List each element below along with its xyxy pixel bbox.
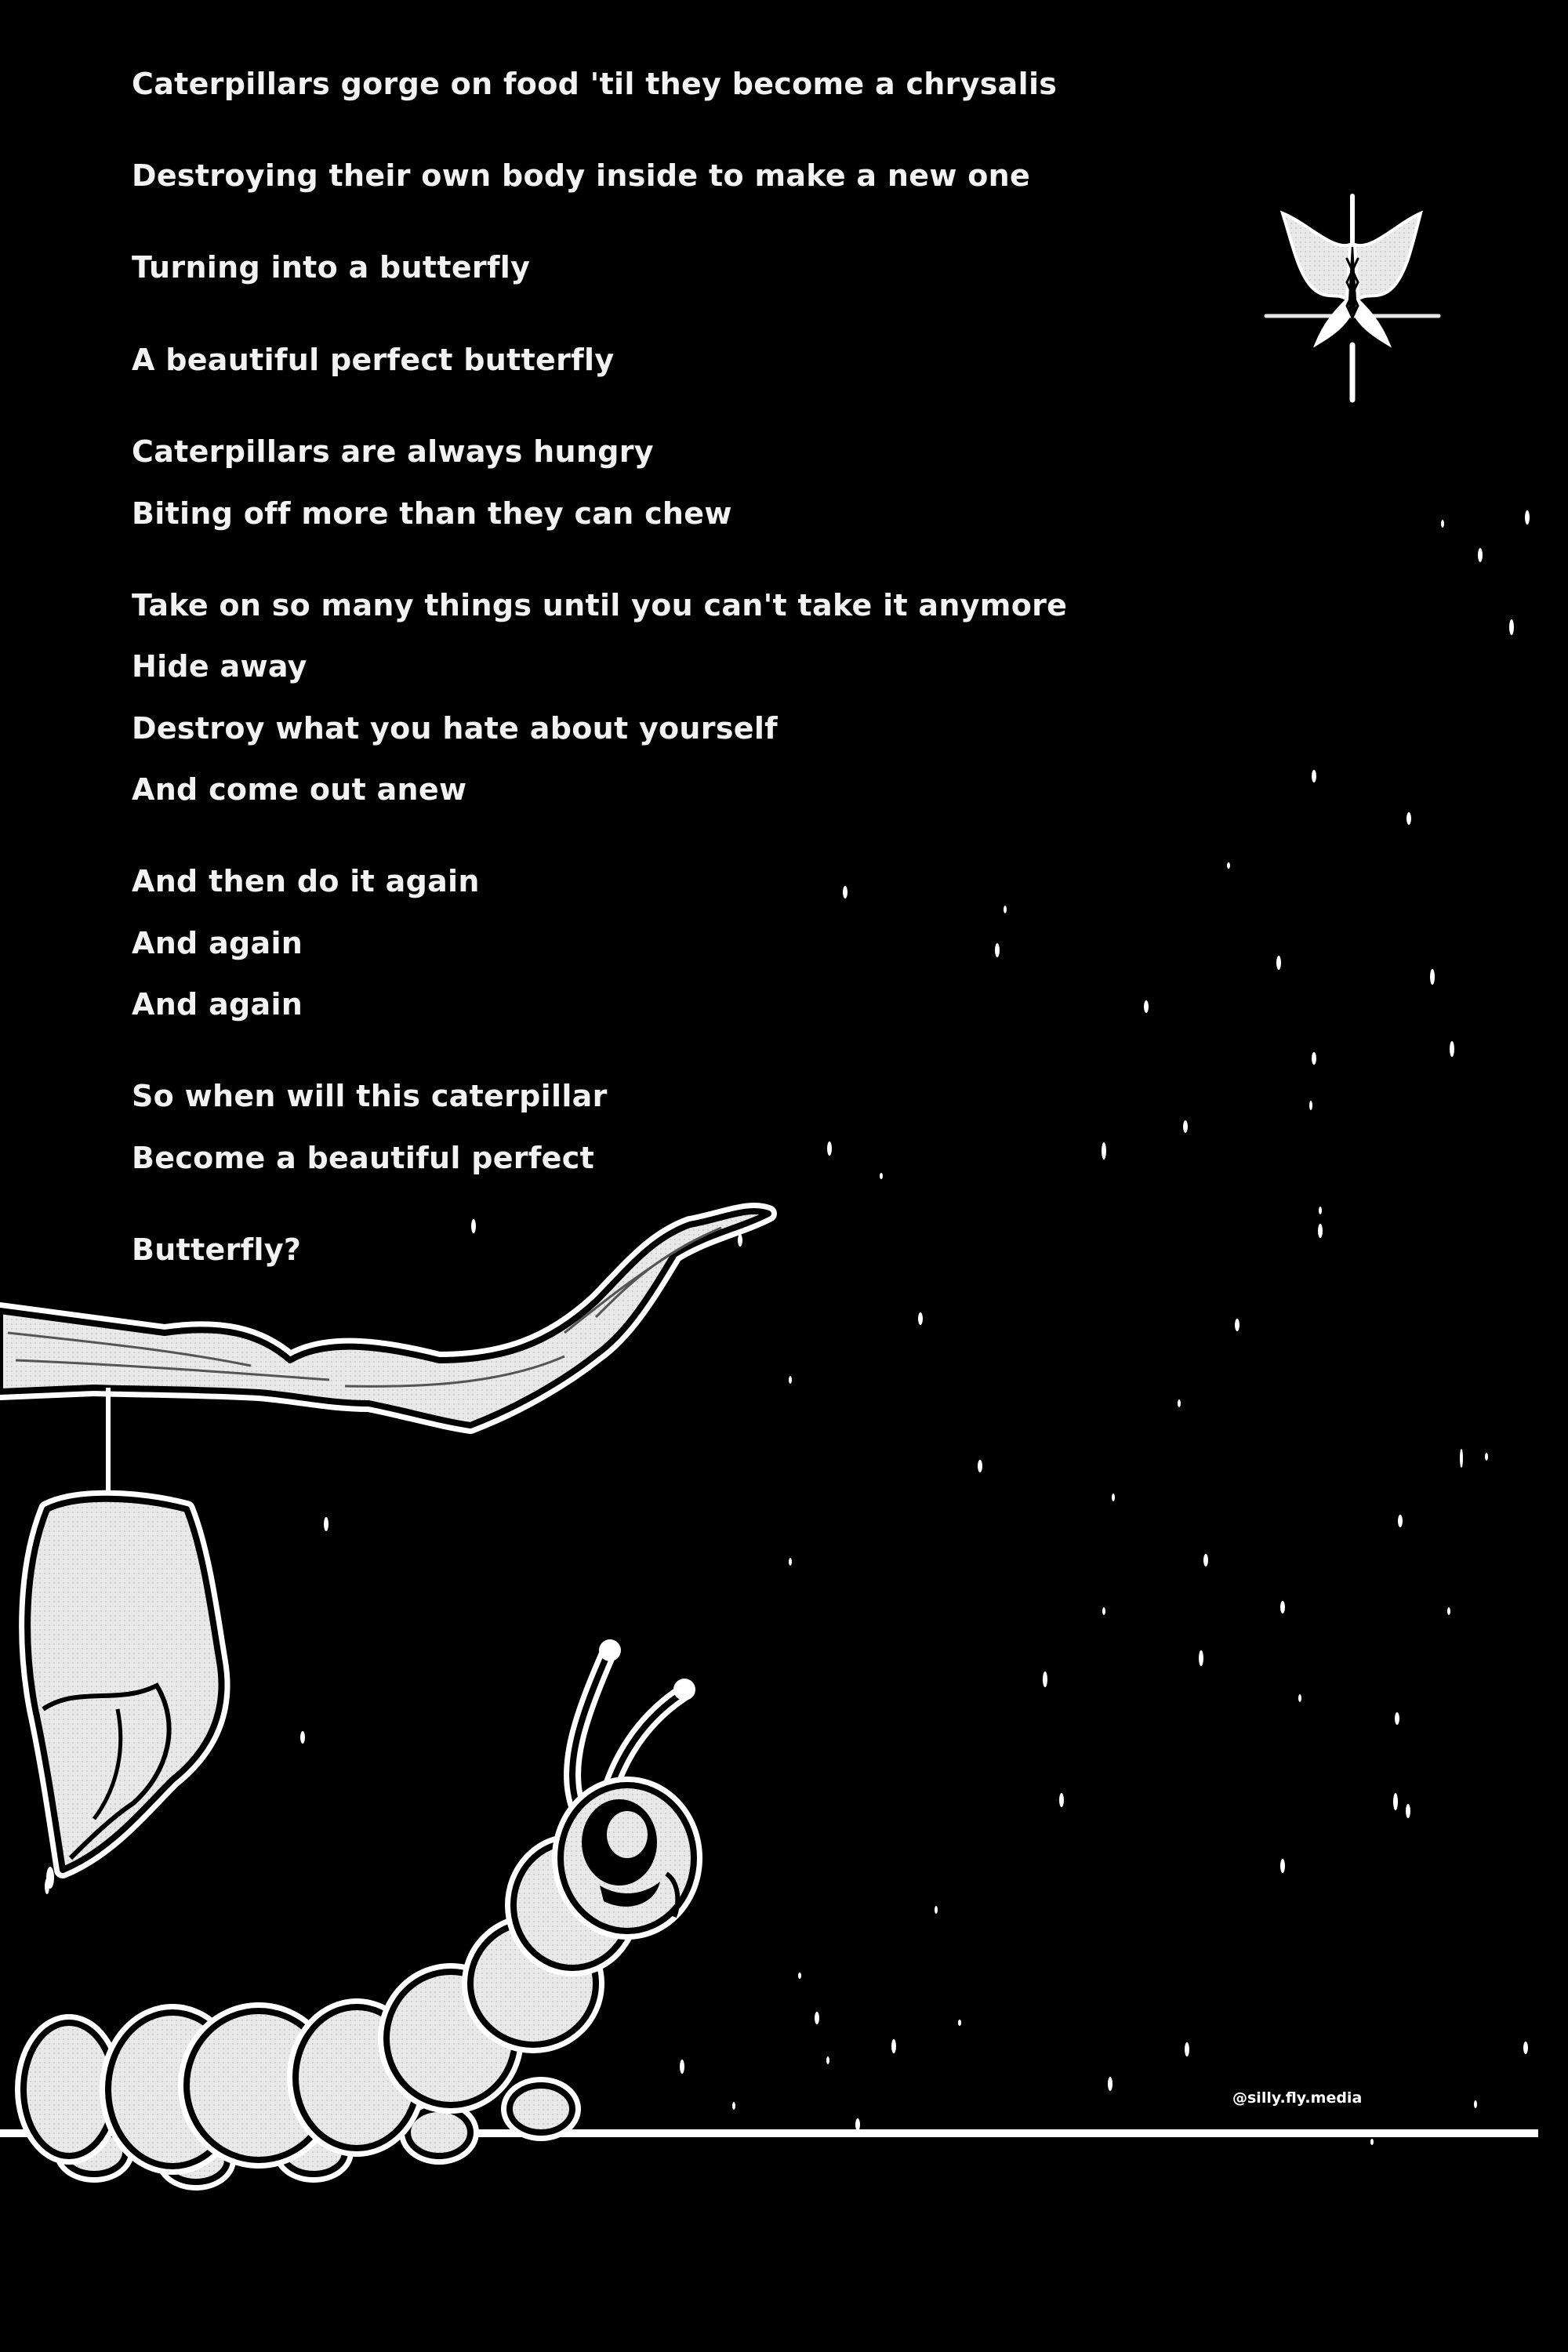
star — [1004, 906, 1007, 913]
star — [1523, 2042, 1528, 2054]
star — [855, 2118, 860, 2131]
star — [1112, 1494, 1115, 1501]
star — [827, 1142, 832, 1156]
poem-line: Take on so many things until you can't take it anymore — [132, 588, 1068, 622]
star — [995, 943, 1000, 957]
star — [1398, 1515, 1403, 1527]
poem-line: Destroy what you hate about yourself — [132, 711, 778, 746]
star — [1450, 1041, 1454, 1057]
star — [1309, 1101, 1312, 1110]
star — [1227, 862, 1230, 869]
star — [880, 1173, 883, 1179]
credit-handle: @silly.fly.media — [1232, 2089, 1363, 2107]
star — [1478, 548, 1483, 562]
star — [789, 1376, 792, 1384]
star — [1102, 1142, 1106, 1160]
star — [815, 2012, 819, 2024]
caterpillar-segment — [510, 2085, 572, 2132]
star — [826, 2056, 829, 2064]
poem-line: And come out anew — [132, 772, 467, 807]
poem-line: Caterpillars gorge on food 'til they become a chrysalis — [132, 67, 1058, 101]
star — [300, 1731, 305, 1744]
star — [1447, 1607, 1450, 1615]
star — [1312, 1052, 1316, 1065]
poem-line: Become a beautiful perfect — [132, 1141, 595, 1175]
star — [324, 1517, 328, 1531]
star — [738, 1234, 742, 1247]
star — [1298, 1694, 1301, 1702]
poem-line: Biting off more than they can chew — [132, 496, 732, 531]
poem-line: Turning into a butterfly — [132, 250, 531, 285]
star — [1235, 1319, 1240, 1331]
star — [1370, 2139, 1374, 2145]
star — [1318, 1224, 1323, 1238]
poem-line: A beautiful perfect butterfly — [132, 343, 615, 377]
star — [1474, 2100, 1477, 2108]
star — [1441, 520, 1444, 528]
poem-line: Caterpillars are always hungry — [132, 434, 654, 469]
star — [1406, 1804, 1410, 1818]
star — [680, 2060, 684, 2074]
star — [1185, 2042, 1189, 2056]
star — [1144, 1000, 1149, 1013]
star — [1393, 1793, 1398, 1810]
star — [1102, 1607, 1105, 1615]
star — [935, 1906, 938, 1914]
poem-line: Destroying their own body inside to make a new one — [132, 158, 1031, 193]
star — [789, 1558, 792, 1566]
star — [978, 1460, 982, 1472]
star — [1280, 1601, 1285, 1613]
poem-line: And again — [132, 987, 303, 1022]
star — [1043, 1671, 1047, 1687]
poem-line: And then do it again — [132, 864, 480, 898]
chrysalis-drips — [46, 1867, 54, 1889]
star — [1525, 510, 1530, 524]
poem-line: And again — [132, 926, 303, 960]
star — [1199, 1650, 1203, 1666]
star — [1312, 770, 1316, 782]
poem-line: Hide away — [132, 649, 307, 684]
poem-line: Butterfly? — [132, 1232, 302, 1267]
star — [843, 886, 848, 898]
star — [1509, 619, 1514, 635]
star — [1406, 812, 1411, 825]
branch-illustration — [0, 1211, 768, 1425]
star — [1203, 1554, 1208, 1566]
star — [1430, 969, 1435, 985]
star — [958, 2020, 961, 2026]
star-field — [45, 510, 1530, 2145]
star — [471, 1219, 476, 1233]
star — [798, 1973, 801, 1979]
star — [1178, 1399, 1181, 1407]
star — [1183, 1120, 1188, 1133]
star — [1460, 1449, 1463, 1468]
star — [1395, 1712, 1399, 1725]
butterfly-icon — [1266, 196, 1439, 400]
star — [1280, 1859, 1285, 1873]
star — [1319, 1207, 1322, 1214]
caterpillar-eye-highlight — [607, 1811, 648, 1858]
star — [1059, 1793, 1064, 1807]
star — [1108, 2077, 1112, 2091]
star — [1276, 956, 1281, 970]
poem-line: So when will this caterpillar — [132, 1079, 608, 1113]
chrysalis-illustration — [27, 1499, 221, 1870]
star — [918, 1312, 923, 1325]
star — [1485, 1453, 1488, 1461]
star — [732, 2102, 735, 2110]
star — [891, 2039, 896, 2053]
